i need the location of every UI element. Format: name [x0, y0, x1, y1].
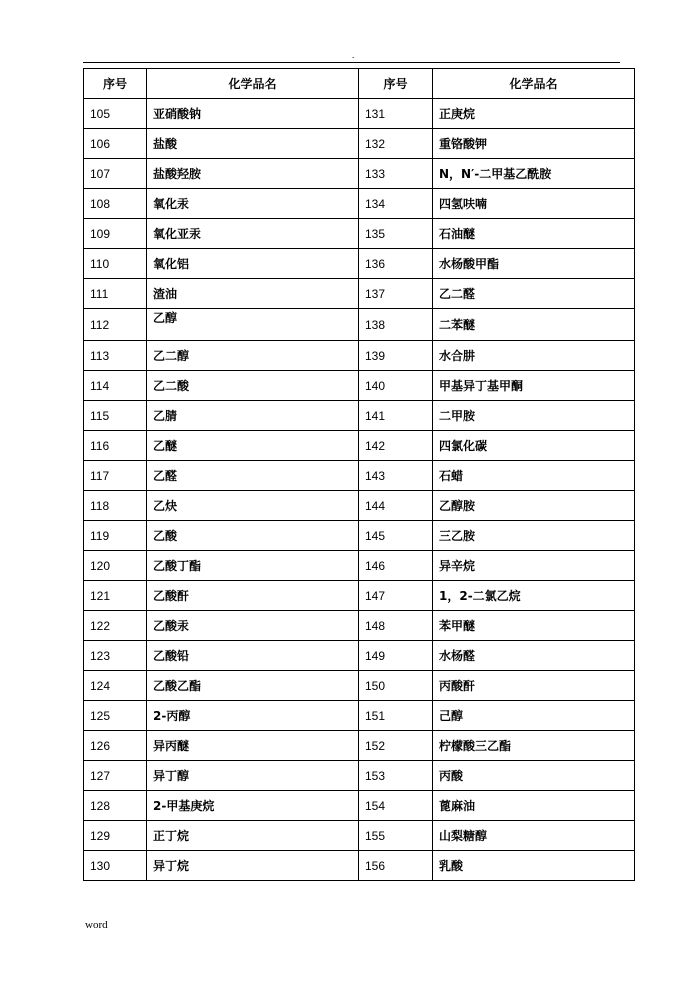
row-name-left: 盐酸 [147, 129, 359, 159]
row-num-left: 124 [84, 671, 147, 701]
row-num-right: 156 [359, 851, 433, 881]
row-num-right: 143 [359, 461, 433, 491]
row-num-right: 144 [359, 491, 433, 521]
table-row [84, 431, 635, 461]
row-num-left: 129 [84, 821, 147, 851]
col-header-name-left: 化学品名 [147, 69, 359, 99]
row-name-left: 2-甲基庚烷 [147, 791, 359, 821]
row-num-right: 140 [359, 371, 433, 401]
table-row [84, 851, 635, 881]
row-num-right: 139 [359, 341, 433, 371]
row-name-left: 乙二醇 [147, 341, 359, 371]
row-name-right: 正庚烷 [433, 99, 635, 129]
row-num-right: 131 [359, 99, 433, 129]
row-name-right: N，N′-二甲基乙酰胺 [433, 159, 635, 189]
row-num-right: 133 [359, 159, 433, 189]
table-row [84, 701, 635, 731]
row-num-right: 138 [359, 309, 433, 341]
row-num-left: 122 [84, 611, 147, 641]
row-name-right: 四氢呋喃 [433, 189, 635, 219]
row-num-right: 154 [359, 791, 433, 821]
table-row [84, 279, 635, 309]
row-num-left: 108 [84, 189, 147, 219]
row-num-left: 128 [84, 791, 147, 821]
row-name-left: 乙酸铅 [147, 641, 359, 671]
table-body [84, 99, 635, 881]
row-num-left: 113 [84, 341, 147, 371]
row-num-right: 137 [359, 279, 433, 309]
row-name-left: 乙腈 [147, 401, 359, 431]
row-name-right: 水合肼 [433, 341, 635, 371]
row-name-left: 乙二酸 [147, 371, 359, 401]
row-name-right: 水杨酸甲酯 [433, 249, 635, 279]
table-row [84, 641, 635, 671]
table-row [84, 671, 635, 701]
table-row [84, 401, 635, 431]
row-name-left: 2-丙醇 [147, 701, 359, 731]
table-row [84, 581, 635, 611]
row-name-right: 三乙胺 [433, 521, 635, 551]
row-name-left: 乙酸汞 [147, 611, 359, 641]
table-row [84, 791, 635, 821]
row-name-right: 石油醚 [433, 219, 635, 249]
col-header-num-right: 序号 [359, 69, 433, 99]
row-num-left: 112 [84, 309, 147, 341]
row-num-right: 149 [359, 641, 433, 671]
row-num-right: 150 [359, 671, 433, 701]
row-num-right: 145 [359, 521, 433, 551]
row-name-right: 1，2-二氯乙烷 [433, 581, 635, 611]
col-header-name-right: 化学品名 [433, 69, 635, 99]
table-row [84, 309, 635, 341]
row-name-right: 柠檬酸三乙酯 [433, 731, 635, 761]
row-name-left: 氧化铝 [147, 249, 359, 279]
row-name-right: 甲基异丁基甲酮 [433, 371, 635, 401]
header-mark: . [352, 50, 355, 60]
row-num-right: 141 [359, 401, 433, 431]
row-name-right: 石蜡 [433, 461, 635, 491]
row-name-left: 乙炔 [147, 491, 359, 521]
row-num-right: 152 [359, 731, 433, 761]
row-num-left: 126 [84, 731, 147, 761]
row-num-left: 116 [84, 431, 147, 461]
row-name-left: 渣油 [147, 279, 359, 309]
row-num-left: 130 [84, 851, 147, 881]
table-row [84, 341, 635, 371]
row-num-right: 142 [359, 431, 433, 461]
footer-text: word [85, 919, 108, 931]
row-num-left: 107 [84, 159, 147, 189]
row-name-right: 水杨醛 [433, 641, 635, 671]
row-num-right: 132 [359, 129, 433, 159]
row-num-left: 111 [84, 279, 147, 309]
row-name-left: 乙醇 [147, 309, 359, 341]
row-num-left: 114 [84, 371, 147, 401]
table-row [84, 551, 635, 581]
row-name-left: 乙醛 [147, 461, 359, 491]
row-name-left: 乙酸酐 [147, 581, 359, 611]
row-name-right: 二苯醚 [433, 309, 635, 341]
row-num-right: 155 [359, 821, 433, 851]
row-num-right: 136 [359, 249, 433, 279]
table-row [84, 821, 635, 851]
row-name-right: 乙二醛 [433, 279, 635, 309]
row-name-left: 乙酸 [147, 521, 359, 551]
row-num-left: 119 [84, 521, 147, 551]
row-num-right: 153 [359, 761, 433, 791]
col-header-num-left: 序号 [84, 69, 147, 99]
table-row [84, 159, 635, 189]
row-name-left: 乙醚 [147, 431, 359, 461]
row-num-left: 117 [84, 461, 147, 491]
row-name-left: 异丁醇 [147, 761, 359, 791]
row-name-right: 己醇 [433, 701, 635, 731]
row-num-right: 146 [359, 551, 433, 581]
row-name-left: 氧化亚汞 [147, 219, 359, 249]
row-name-left: 异丁烷 [147, 851, 359, 881]
header-rule [83, 62, 620, 63]
table-row [84, 521, 635, 551]
row-name-right: 山梨糖醇 [433, 821, 635, 851]
row-num-right: 134 [359, 189, 433, 219]
row-name-left: 乙酸丁酯 [147, 551, 359, 581]
row-num-left: 118 [84, 491, 147, 521]
row-num-right: 148 [359, 611, 433, 641]
table-row [84, 761, 635, 791]
row-num-left: 121 [84, 581, 147, 611]
table-row [84, 99, 635, 129]
row-name-right: 苯甲醚 [433, 611, 635, 641]
row-name-left: 氧化汞 [147, 189, 359, 219]
row-num-left: 105 [84, 99, 147, 129]
row-name-right: 乙醇胺 [433, 491, 635, 521]
row-num-left: 110 [84, 249, 147, 279]
row-name-left: 乙酸乙酯 [147, 671, 359, 701]
table-row [84, 611, 635, 641]
table-row [84, 249, 635, 279]
row-name-right: 丙酸 [433, 761, 635, 791]
row-num-right: 147 [359, 581, 433, 611]
table-row [84, 731, 635, 761]
row-name-right: 乳酸 [433, 851, 635, 881]
row-name-left: 正丁烷 [147, 821, 359, 851]
header-row [84, 69, 635, 99]
row-num-left: 120 [84, 551, 147, 581]
row-name-left: 异丙醚 [147, 731, 359, 761]
table-row [84, 189, 635, 219]
row-name-left: 盐酸羟胺 [147, 159, 359, 189]
row-name-right: 蓖麻油 [433, 791, 635, 821]
row-name-right: 丙酸酐 [433, 671, 635, 701]
table-row [84, 219, 635, 249]
table-row [84, 371, 635, 401]
row-num-left: 109 [84, 219, 147, 249]
row-name-right: 二甲胺 [433, 401, 635, 431]
row-num-left: 125 [84, 701, 147, 731]
table-row [84, 461, 635, 491]
row-num-left: 127 [84, 761, 147, 791]
row-num-left: 106 [84, 129, 147, 159]
row-name-right: 重铬酸钾 [433, 129, 635, 159]
row-num-right: 151 [359, 701, 433, 731]
row-num-right: 135 [359, 219, 433, 249]
table-row [84, 129, 635, 159]
chemical-table [83, 68, 635, 881]
row-name-right: 四氯化碳 [433, 431, 635, 461]
table-row [84, 491, 635, 521]
row-num-left: 123 [84, 641, 147, 671]
row-name-right: 异辛烷 [433, 551, 635, 581]
row-num-left: 115 [84, 401, 147, 431]
row-name-left: 亚硝酸钠 [147, 99, 359, 129]
